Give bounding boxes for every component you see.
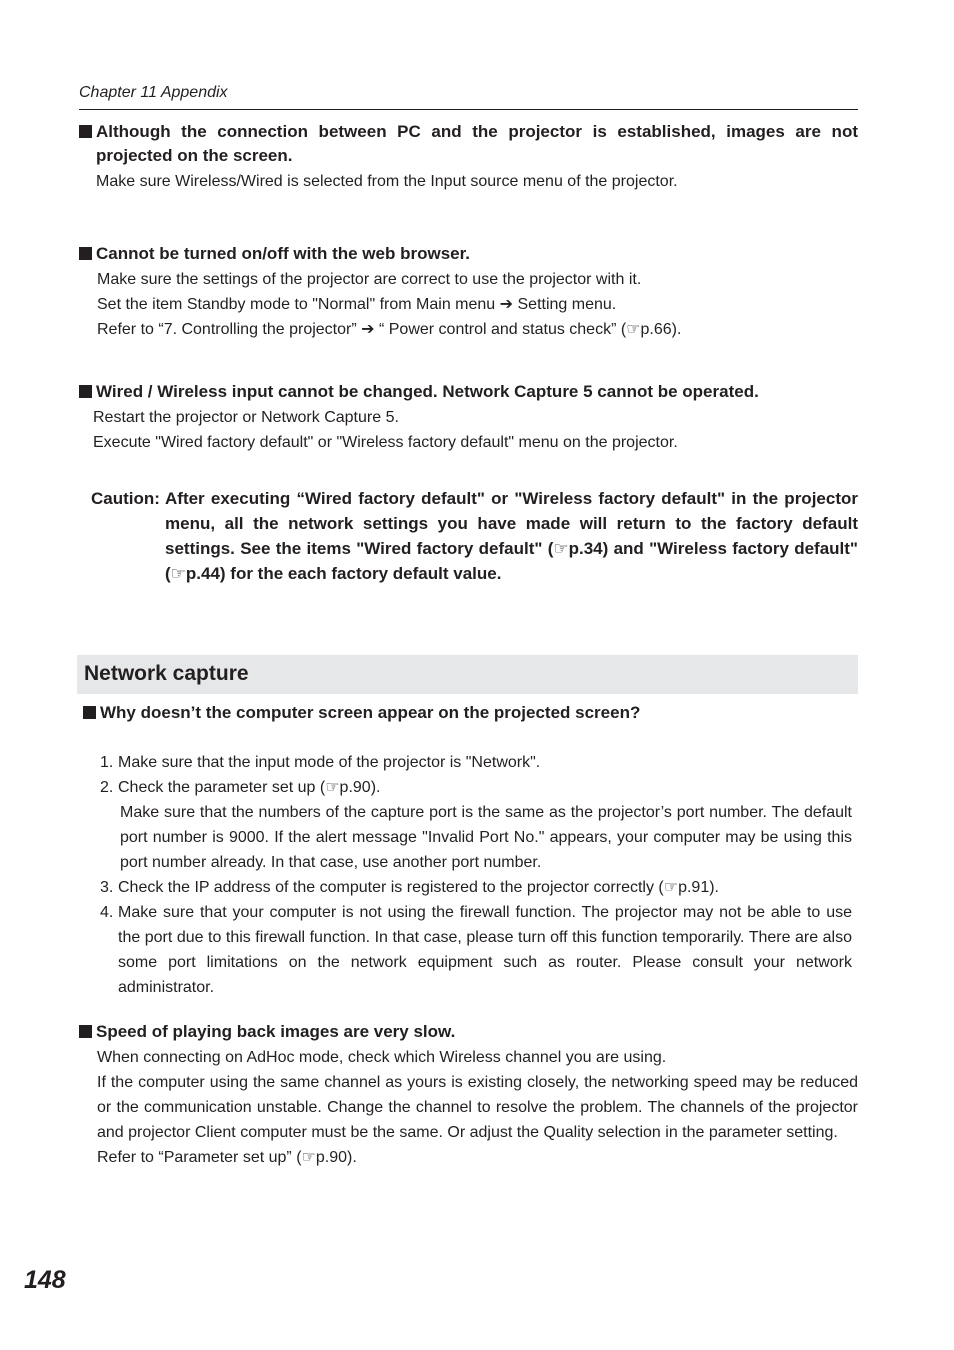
- square-bullet-icon: [79, 247, 92, 260]
- caution-label: Caution:: [91, 489, 160, 508]
- list-item: [100, 875, 852, 900]
- section-heading: [79, 380, 858, 404]
- body-line: Set the item Standby mode to "Normal" from Main menu ➔ Setting menu.: [97, 296, 617, 313]
- step-text: Check the IP address of the computer is registered to the projector correctly (☞p.91).: [118, 879, 719, 896]
- body-line: When connecting on AdHoc mode, check which Wireless channel you are using.: [97, 1049, 667, 1066]
- caution-note: [91, 486, 858, 586]
- heading-text: Cannot be turned on/off with the web browser.: [96, 244, 470, 263]
- list-item: [100, 900, 852, 1000]
- page-number: 148: [24, 1266, 66, 1294]
- square-bullet-icon: [79, 125, 92, 138]
- section-heading: [79, 120, 858, 168]
- heading-text: Speed of playing back images are very slow.: [96, 1022, 456, 1041]
- step-text: Make sure that the input mode of the projector is "Network".: [118, 754, 541, 771]
- body-line: Restart the projector or Network Capture 5.: [93, 409, 399, 426]
- square-bullet-icon: [83, 706, 96, 719]
- square-bullet-icon: [79, 1025, 92, 1038]
- section-heading: [79, 242, 858, 266]
- step-text: Check the parameter set up (☞p.90).: [118, 779, 381, 796]
- header-divider: [79, 109, 858, 110]
- body-line: Refer to “7. Controlling the projector” ➔ “ Power control and status check” (☞p.66).: [97, 321, 682, 338]
- troubleshoot-section-web-browser: [79, 242, 858, 342]
- body-line: Make sure the settings of the projector are correct to use the projector with it.: [97, 271, 642, 288]
- network-capture-question: [83, 701, 858, 725]
- step-detail: Make sure that the numbers of the capture port is the same as the projector’s port number. The default port number is 9000. If the alert message "Invalid Port No." appears, your computer may be using this port number already. In that case, use another port number.: [120, 804, 852, 871]
- troubleshoot-section-no-image: [79, 120, 858, 194]
- heading-text: Although the connection between PC and the projector is established, images are not projected on the screen.: [96, 122, 858, 165]
- step-number: 4.: [100, 904, 114, 921]
- list-item: [100, 750, 852, 775]
- list-item: [100, 775, 852, 875]
- troubleshoot-section-input-change: [79, 380, 858, 455]
- section-title: Network capture: [84, 662, 249, 685]
- body-line: Refer to “Parameter set up” (☞p.90).: [97, 1149, 357, 1166]
- heading-text: Wired / Wireless input cannot be changed. Network Capture 5 cannot be operated.: [96, 382, 759, 401]
- section-heading: [79, 1020, 858, 1044]
- body-paragraph: If the computer using the same channel as yours is existing closely, the networking speed may be reduced or the communication unstable. Change the channel to resolve the problem. The channels of the projector and projector Client computer must be the same. Or adjust the Quality selection in the parameter setting.: [97, 1074, 858, 1141]
- body-line: Execute "Wired factory default" or "Wireless factory default" menu on the projector.: [93, 434, 678, 451]
- caution-text: After executing “Wired factory default" or "Wireless factory default" in the projector menu, all the network settings you have made will return to the factory default settings. See the items "Wired factory default" (☞p.34) and "Wireless factory default" (☞p.44) for the each factory default value.: [165, 489, 858, 583]
- body-line: Make sure Wireless/Wired is selected from the Input source menu of the projector.: [96, 173, 678, 190]
- heading-text: Why doesn’t the computer screen appear on the projected screen?: [100, 703, 641, 722]
- steps-list: [100, 750, 852, 1000]
- troubleshoot-section-slow-playback: [79, 1020, 858, 1170]
- step-number: 3.: [100, 879, 114, 896]
- step-number: 1.: [100, 754, 114, 771]
- step-number: 2.: [100, 779, 114, 796]
- section-heading: [83, 701, 858, 725]
- section-title-bar: [77, 655, 858, 694]
- square-bullet-icon: [79, 385, 92, 398]
- chapter-title: Chapter 11 Appendix: [79, 84, 228, 101]
- step-text: Make sure that your computer is not using the firewall function. The projector may not be able to use the port due to this firewall function. In that case, please turn off this function temporarily. There are also some port limitations on the network equipment such as router. Please consult your network administrator.: [118, 904, 852, 996]
